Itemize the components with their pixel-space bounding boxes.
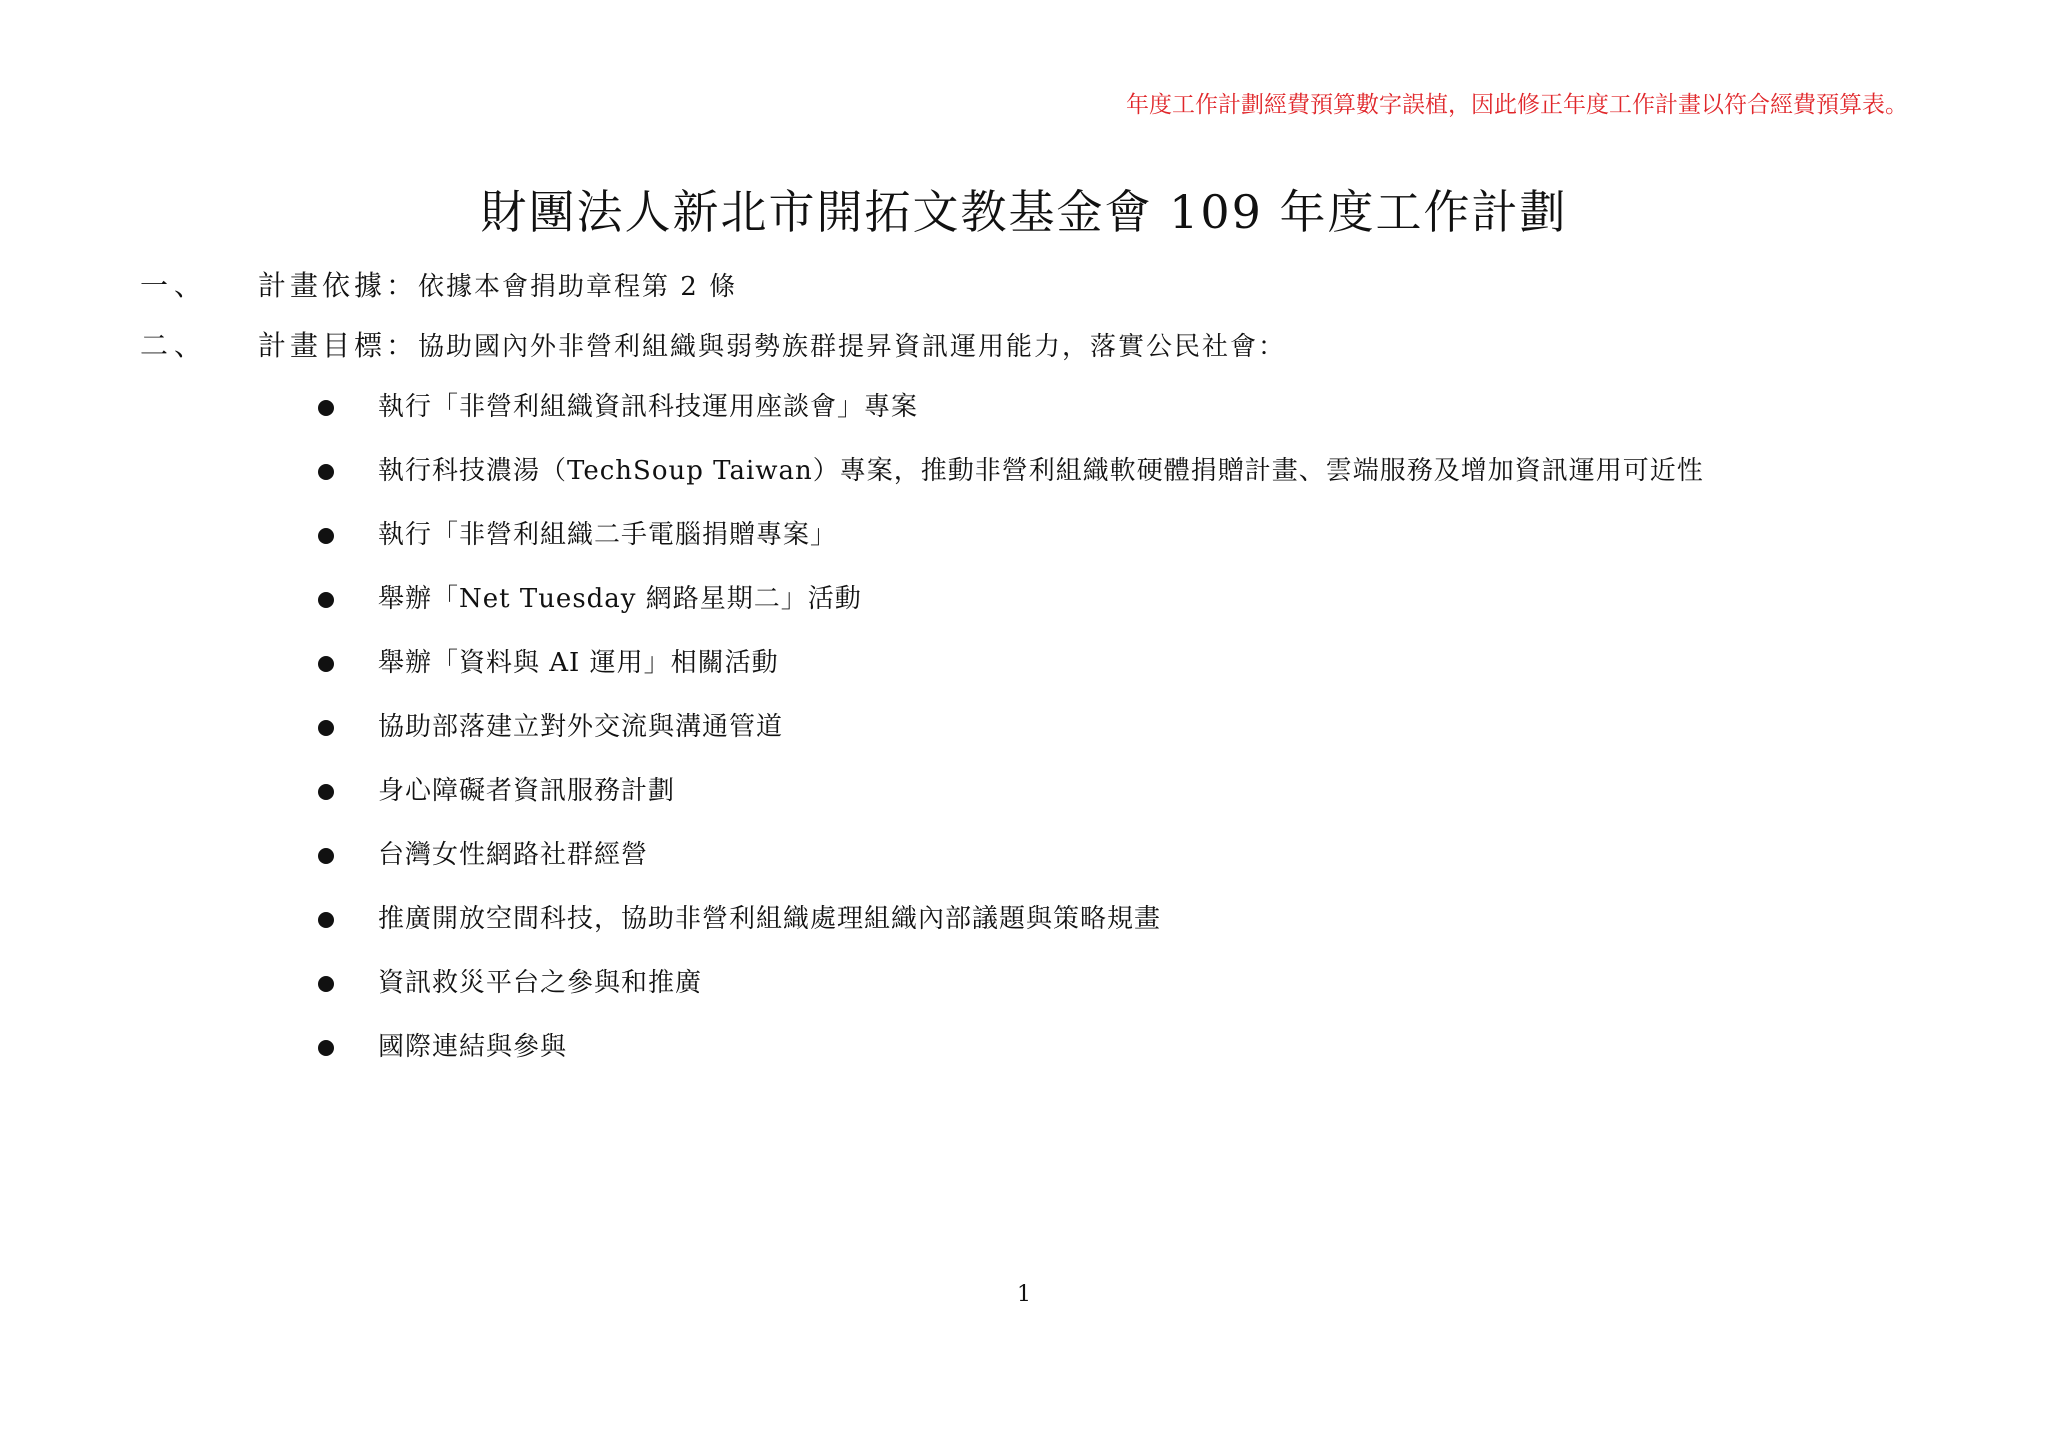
bullet-icon: [318, 784, 334, 800]
section-number: 二、: [140, 329, 209, 362]
goal-text: 推廣開放空間科技，協助非營利組織處理組織內部議題與策略規畫: [378, 904, 1162, 934]
section-content: [258, 324, 1286, 364]
section-heading: 計畫依據：: [258, 269, 419, 302]
section-heading: 計畫目標：: [258, 329, 419, 362]
goal-text: 舉辦「資料與 AI 運用」相關活動: [378, 648, 779, 678]
list-item: [0, 450, 2048, 514]
bullet-icon: [318, 592, 334, 608]
goal-text: 身心障礙者資訊服務計劃: [378, 776, 676, 806]
list-item: [0, 834, 2048, 898]
bullet-icon: [318, 720, 334, 736]
list-item: [0, 898, 2048, 962]
goal-text: 執行「非營利組織二手電腦捐贈專案」: [378, 520, 838, 550]
goal-text: 台灣女性網路社群經營: [378, 840, 649, 870]
section-content: [258, 264, 737, 304]
section-number: 一、: [140, 269, 209, 302]
goal-list: [0, 386, 2048, 1090]
bullet-icon: [318, 976, 334, 992]
bullet-icon: [318, 848, 334, 864]
page-number: 1: [1017, 1282, 1031, 1307]
bullet-icon: [318, 912, 334, 928]
list-item: [0, 578, 2048, 642]
section-text: 依據本會捐助章程第 2 條: [418, 272, 738, 302]
goal-text: 執行科技濃湯（TechSoup Taiwan）專案，推動非營利組織軟硬體捐贈計畫、雲端服務及增加資訊運用可近性: [378, 456, 1704, 486]
list-item: [0, 1026, 2048, 1090]
bullet-icon: [318, 400, 334, 416]
list-item: [0, 770, 2048, 834]
correction-note: 年度工作計劃經費預算數字誤植，因此修正年度工作計畫以符合經費預算表。: [1126, 92, 1908, 118]
goal-text: 舉辦「Net Tuesday 網路星期二」活動: [378, 584, 862, 614]
goal-text: 協助部落建立對外交流與溝通管道: [378, 712, 784, 742]
goal-text: 國際連結與參與: [378, 1032, 568, 1062]
list-item: [0, 962, 2048, 1026]
section-text: 協助國內外非營利組織與弱勢族群提昇資訊運用能力，落實公民社會：: [418, 332, 1287, 362]
bullet-icon: [318, 656, 334, 672]
list-item: [0, 514, 2048, 578]
goal-text: 資訊救災平台之參與和推廣: [378, 968, 703, 998]
bullet-icon: [318, 1040, 334, 1056]
goal-text: 執行「非營利組織資訊科技運用座談會」專案: [378, 392, 919, 422]
list-item: [0, 386, 2048, 450]
list-item: [0, 642, 2048, 706]
list-item: [0, 706, 2048, 770]
document-title: 財團法人新北市開拓文教基金會 109 年度工作計劃: [480, 185, 1568, 239]
bullet-icon: [318, 528, 334, 544]
bullet-icon: [318, 464, 334, 480]
